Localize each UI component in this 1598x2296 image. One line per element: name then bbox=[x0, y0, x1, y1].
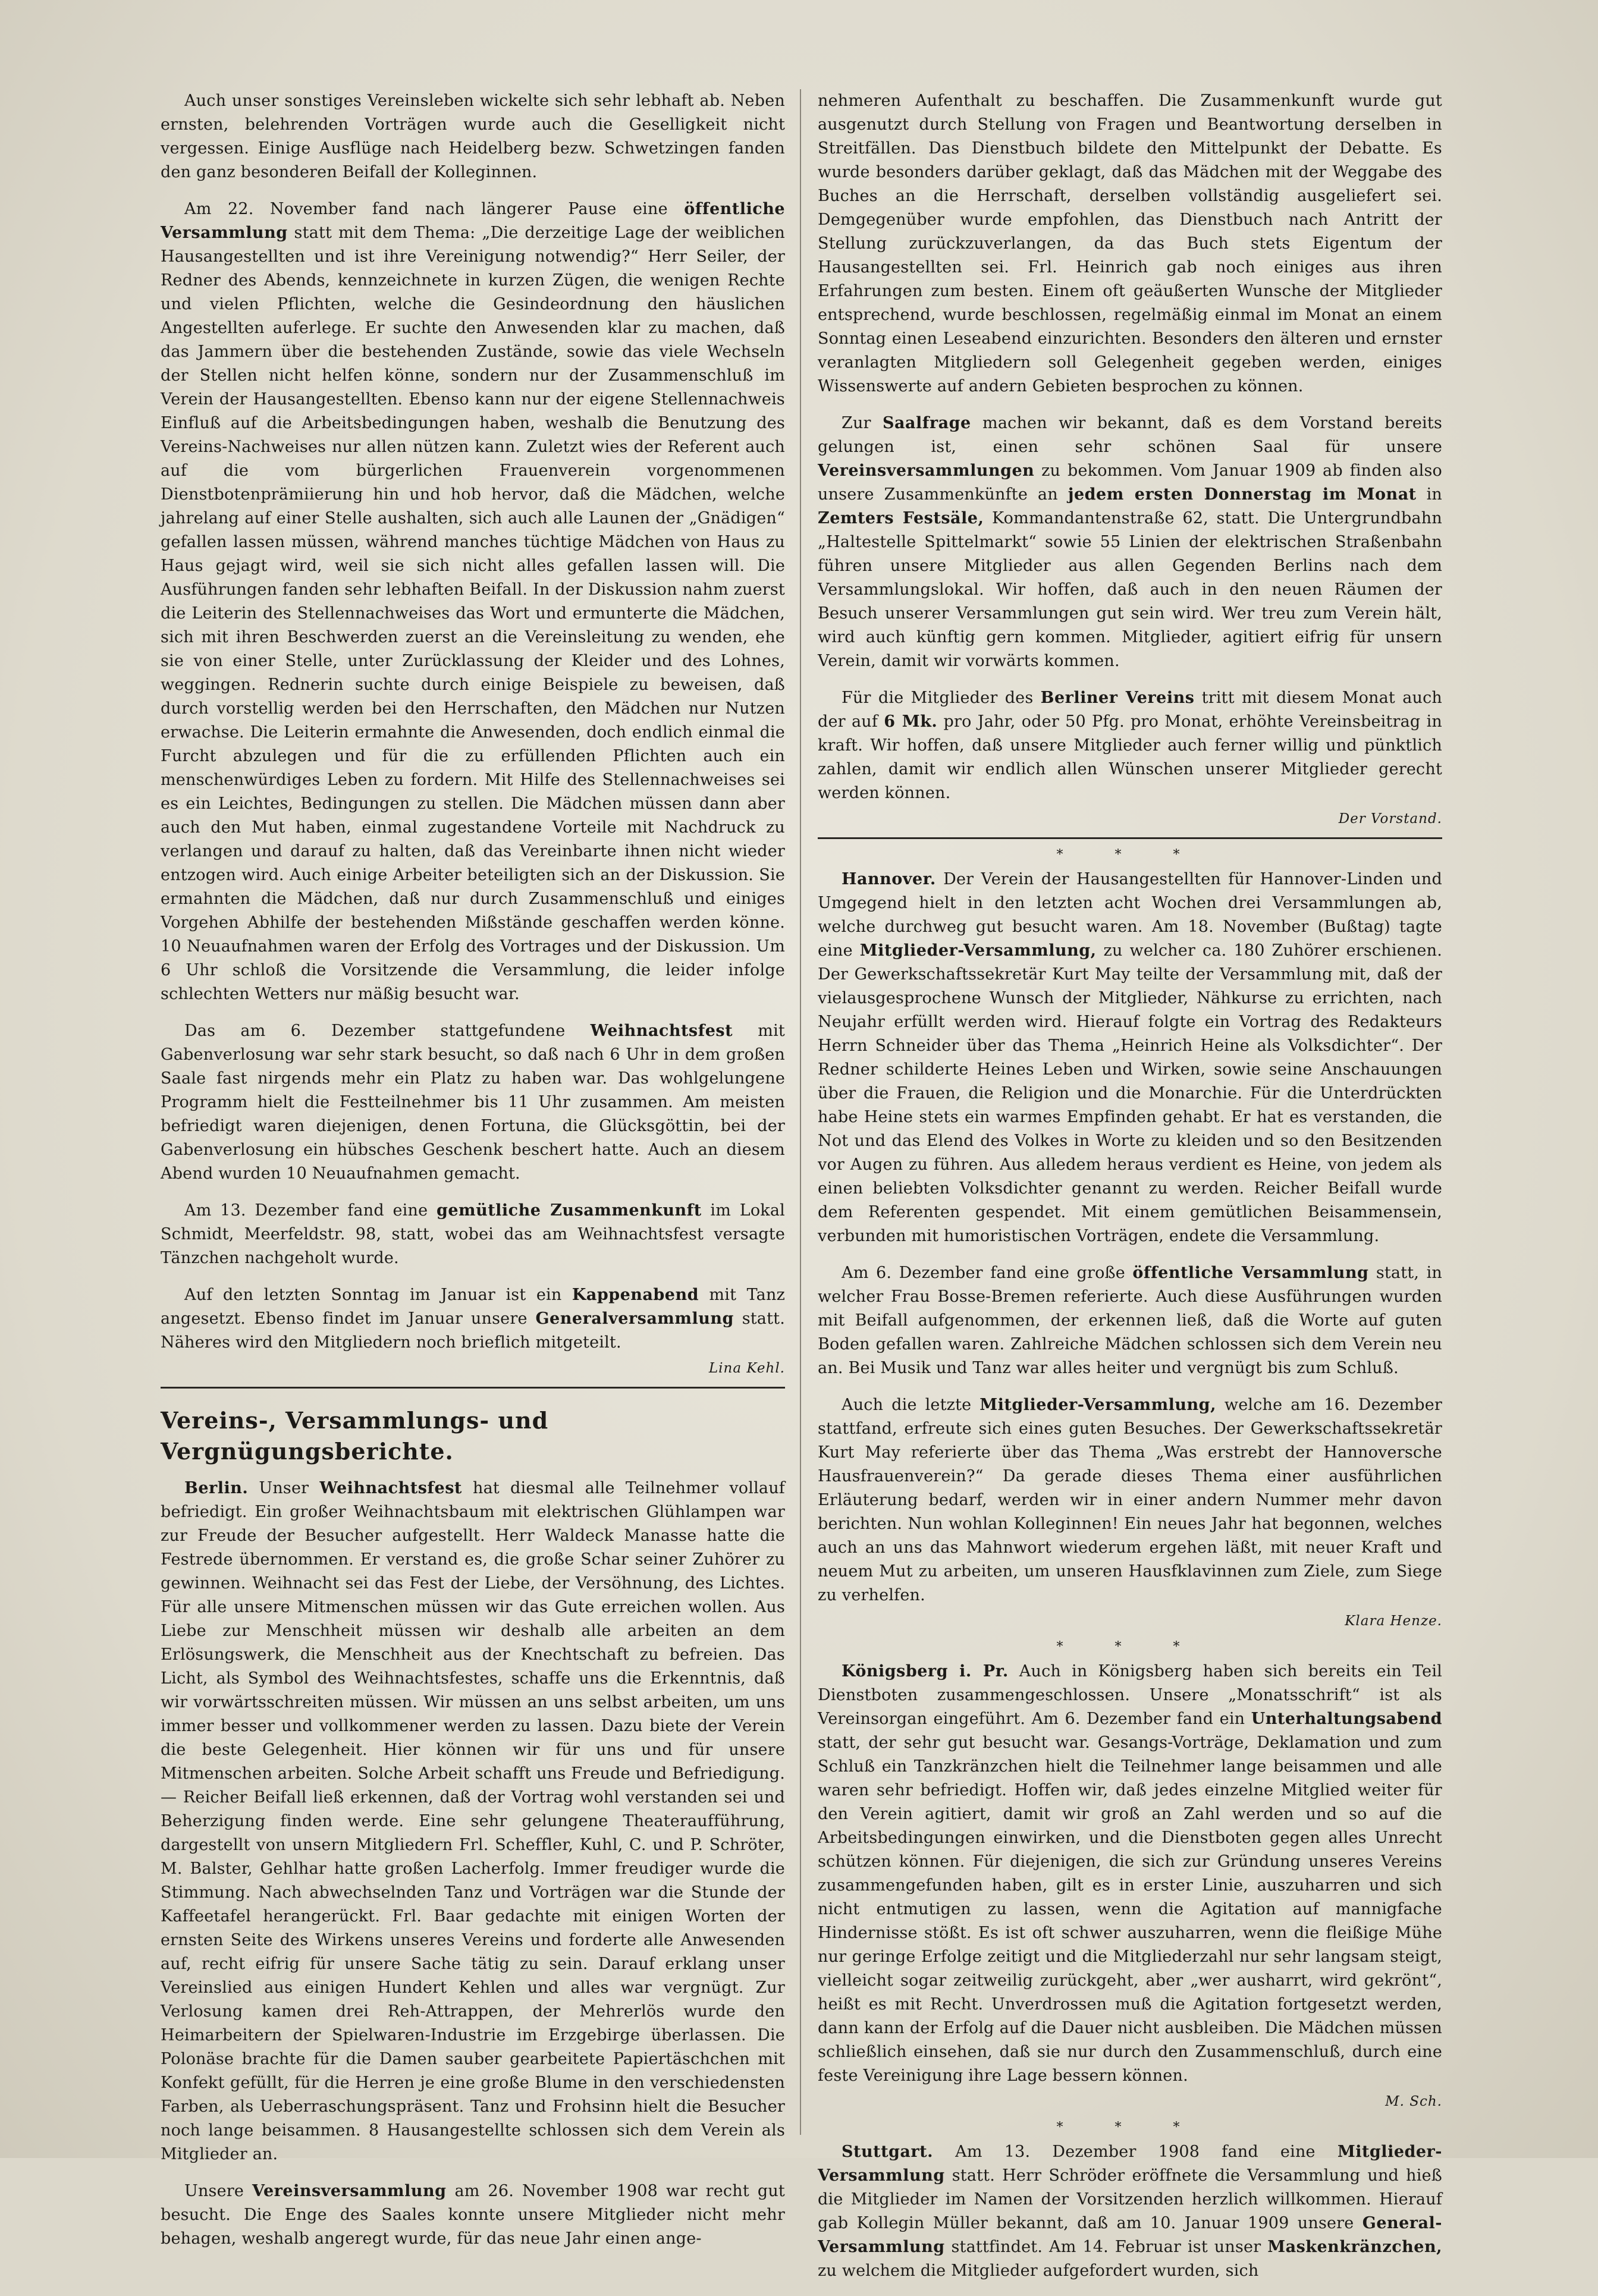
text: Für die Mitglieder des bbox=[842, 689, 1041, 707]
text: machen wir bekannt, daß es dem Vorstand bereits gelungen ist, einen sehr schönen Saal für unsere bbox=[818, 414, 1442, 456]
text: Am 22. November fand nach längerer Pause eine bbox=[184, 200, 685, 218]
paragraph-aufenthalt: nehmeren Aufenthalt zu beschaffen. Die Zusammenkunft wurde gut ausgenutzt durch Stellung von Fragen und Beantwortung derselben in Streitfällen. Das Dienstbuch bildete den Mittelpunkt der Debatte. Es wurde besonders darüber geklagt, daß das Mädchen mit der Weggabe des Buches an die Herrschaft, derselben vollständig ausgeliefert sei. Demgegenüber wurde empfohlen, das Dienstbuch nach Antritt der Stellung zurückzuverlangen, da das Buch stets Eigentum der Hausangestellten sei. Frl. Heinrich gab noch einiges aus ihren Erfahrungen zum besten. Einem oft geäußerten Wunsche der Mitglieder entsprechend, wurde beschlossen, regelmäßig einmal im Monat an einem Sonntag einen Leseabend einzurichten. Besonders den älteren und ernster veranlagten Mitgliedern soll Gelegenheit gegeben werden, einiges Wissenswerte auf andern Gebieten besprochen zu können. bbox=[818, 92, 1442, 395]
paragraph-vereinsleben: Auch unser sonstiges Vereinsleben wickelte sich sehr lebhaft ab. Neben ernsten, belehrenden Vorträgen wurde auch die Geselligkeit nicht vergessen. Einige Ausflüge nach Heidelberg bezw. Schwetzingen fanden den ganz besonderen Beifall der Kolleginnen. bbox=[161, 92, 785, 181]
bold-text: Mitglieder-Versammlung, bbox=[979, 1396, 1216, 1414]
paragraph-kappenabend bbox=[161, 1283, 785, 1355]
text: mit Gabenverlosung war sehr stark besucht, so daß nach 6 Uhr in dem großen Saale fast nirgends mehr ein Platz zu haben war. Das wohlgelungene Programm hielt die Festteilnehmer bis 11 Uhr zusammen. Am meisten befriedigt waren diejenigen, denen Fortuna, die Glücksgöttin, bei der Gabenverlosung ein hübsches Geschenk beschert hatte. Auch an diesem Abend wurden 10 Neuaufnahmen gemacht. bbox=[161, 1022, 785, 1183]
left-column bbox=[161, 89, 785, 2264]
signature-lina-kehl: Lina Kehl. bbox=[708, 1361, 785, 1376]
text: Der Verein der Hausangestellten für Hannover-Linden und Umgegend hielt in den letzten acht Wochen drei Versammlungen ab, welche durchweg gut besucht waren. Am 18. November (Bußtag) tagte eine bbox=[818, 870, 1442, 960]
bold-text: Generalversammlung bbox=[535, 1309, 734, 1328]
bold-text: Mitglieder-Versammlung, bbox=[859, 941, 1097, 960]
section-title: Vereins-, Versammlungs- und Vergnügungsberichte. bbox=[161, 1407, 549, 1465]
section-rule bbox=[161, 1387, 785, 1389]
text: im Lokal Schmidt, Meerfeldstr. 98, statt, wobei das am Weihnachtsfest versagte Tänzchen nachgeholt wurde. bbox=[161, 1201, 786, 1267]
signature-vorstand: Der Vorstand. bbox=[1338, 811, 1442, 827]
text: Am 6. Dezember fand eine große bbox=[842, 1264, 1133, 1282]
bold-text: 6 Mk. bbox=[884, 712, 938, 731]
text: Am 13. Dezember fand eine bbox=[184, 1201, 437, 1220]
text: Unsere bbox=[184, 2182, 253, 2200]
right-column bbox=[818, 89, 1442, 2296]
separator-stars: * * * bbox=[1056, 847, 1204, 862]
text: statt mit dem Thema: „Die derzeitige Lage der weiblichen Hausangestellten und ist ihre Vereinigung notwendig?“ Herr Seiler, der Redner des Abends, kennzeichnete in kurzen Zügen, die wenigen Rechte und vielen Pflichten, welche die Gesindeordnung den häuslichen Angestellten auferlege. Er suchte den Anwesenden klar zu machen, daß das Jammern über die bestehenden Zustände, sowie das viele Wechseln der Stellen nicht helfen könne, sondern nur der Zusammenschluß im Verein der Hausangestellten. Ebenso kann nur der eigene Stellennachweis Einfluß auf die Arbeitsbedingungen haben, weshalb die Benutzung des Vereins-Nachweises nur allen nützen kann. Zuletzt wies der Referent auch auf die vom bürgerlichen Frauenverein vorgenommenen Dienstbotenprämiierung hin und hob hervor, daß die Mädchen, welche jahrelang auf einer Stelle aushalten, sich auch alle Launen der „Gnädigen“ gefallen lassen müssen, während manches tüchtige Mädchen von Haus zu Haus gejagt wird, weil sie sich nicht alles gefallen lassen will. Die Ausführungen fanden sehr lebhaften Beifall. In der Diskussion nahm zuerst die Leiterin des Stellennachweises das Wort und ermunterte die Mädchen, sich mit ihren Beschwerden zuerst an die Vereinsleitung zu wenden, ehe sie von einer Stelle, unter Zurücklassung der Kleider und des Lohnes, weggingen. Rednerin suchte durch einige Beispiele zu beweisen, daß durch vorstellig werden bei den Herrschaften, den Mädchen nur Nutzen erwachse. Die Leiterin ermahnte die Anwesenden, doch endlich einmal die Furcht abzulegen und für die zu erfüllenden Pflichten auch ein menschenwürdiges Leben zu fordern. Mit Hilfe des Stellennachweises sei es ein Leichtes, Bedingungen zu stellen. Die Mädchen müssen dann aber auch den Mut haben, einmal zugestandene Vorteile mit Nachdruck zu verlangen und darauf zu halten, daß das Vereinbarte ihnen nicht wieder entzogen wird. Auch einige Arbeiter beteiligten sich an der Diskussion. Sie ermahnten die Mädchen, daß nur durch Zusammenschluß und einiges Vorgehen Abhilfe der bestehenden Mißstände geschaffen werden könne. 10 Neuaufnahmen waren der Erfolg des Vortrages und der Diskussion. Um 6 Uhr schloß die Vorsitzende die Versammlung, die leider infolge schlechten Wetters nur mäßig besucht war. bbox=[161, 224, 785, 1003]
text: pro Jahr, oder 50 Pfg. pro Monat, erhöhte Vereinsbeitrag in kraft. Wir hoffen, daß unsere Mitglieder auch ferner willig und pünktlich zahlen, damit wir endlich allen Wünschen unserer Mitglieder gerecht werden können. bbox=[818, 712, 1442, 802]
bold-text: Kappenabend bbox=[572, 1286, 699, 1304]
bold-text: Weihnachtsfest bbox=[319, 1479, 462, 1497]
place-heading-stuttgart: Stuttgart. bbox=[842, 2143, 934, 2161]
text: Das am 6. Dezember stattgefundene bbox=[184, 1022, 591, 1040]
text: zu welcher ca. 180 Zuhörer erschienen. Der Gewerkschaftssekretär Kurt May teilte der Versammlung mit, daß der vielausgesprochene Wunsch der Mitglieder, Nähkurse zu errichten, nach Neujahr erfüllt werden wird. Hierauf folgte ein Vortrag des Redakteurs Herrn Schneider über das Thema „Heinrich Heine als Volksdichter“. Der Redner schilderte Heines Leben und Wirken, sowie seine Anschauungen über die Frauen, die Religion und die Monarchie. Für die Unterdrückten habe Heine stets ein warmes Empfinden gehabt. Er hat es verstanden, die Not und das Elend des Volkes in Worte zu kleiden und so den Besitzenden vor Augen zu führen. Aus alledem heraus verdient es Heine, von jedem als einen beliebten Volksdichter genannt zu werden. Reicher Beifall wurde dem Referenten gespendet. Mit einem gemütlichen Beisammensein, verbunden mit humoristischen Vorträgen, endete die Versammlung. bbox=[818, 941, 1442, 1245]
separator-stars: * * * bbox=[1056, 2120, 1204, 2135]
paragraph-saalfrage bbox=[818, 412, 1442, 673]
paragraph-hannover bbox=[818, 868, 1442, 1248]
text: statt, in welcher Frau Bosse-Bremen referierte. Auch diese Ausführungen wurden mit Beifall aufgenommen, der erkennen ließ, daß die Worte auf guten Boden gefallen waren. Zahlreiche Mädchen schlossen sich dem Verein neu an. Bei Musik und Tanz war alles heiter und vergnügt bis zum Schluß. bbox=[818, 1264, 1442, 1377]
text: mit Tanz angesetzt. Ebenso findet im Januar unsere bbox=[161, 1286, 785, 1328]
paragraph-koenigsberg bbox=[818, 1660, 1442, 2088]
bold-text: Vereinsversammlung bbox=[252, 2182, 447, 2200]
bold-text: Berliner Vereins bbox=[1040, 689, 1195, 707]
text: Auch in Königsberg haben sich bereits ein Teil Dienstboten zusammengeschlossen. Unsere „Monatsschrift“ ist als Vereinsorgan eingeführt. Am 6. Dezember fand ein bbox=[818, 1662, 1443, 1728]
text: welche am 16. Dezember stattfand, erfreute sich eines guten Besuches. Der Gewerkschaftssekretär Kurt May referierte über das Thema „Was erstrebt der Hannoversche Hausfrauenverein?“ Da gerade dieses Thema einer ausführlichen Erläuterung bedarf, werden wir in einer andern Nummer mehr davon berichten. Nun wohlan Kolleginnen! Ein neues Jahr hat begonnen, welches auch an uns das Mahnwort wiederum ergehen läßt, mit neuer Kraft und neuem Mut zu arbeiten, um unseren Hausfklavinnen zum Ziele, zum Siege zu verhelfen. bbox=[818, 1396, 1442, 1604]
paragraph-stuttgart bbox=[818, 2140, 1442, 2283]
text: in bbox=[1416, 485, 1442, 504]
column-divider bbox=[800, 89, 801, 2135]
place-heading-hannover: Hannover. bbox=[842, 870, 936, 888]
paragraph-oeffentliche-versammlung bbox=[161, 197, 785, 1006]
paragraph-hannover-dezember bbox=[818, 1261, 1442, 1380]
bold-text: Vereinsversammlungen bbox=[818, 461, 1035, 480]
text: statt. Näheres wird den Mitgliedern noch brieflich mitgeteilt. bbox=[161, 1309, 785, 1352]
text: hat diesmal alle Teilnehmer vollauf befriedigt. Ein großer Weihnachtsbaum mit elektrischen Glühlampen war zur Freude der Besucher aufgestellt. Herr Waldeck Manasse hatte die Festrede übernommen. Er verstand es, die große Schar seiner Zuhörer zu gewinnen. Weihnacht sei das Fest der Liebe, der Versöhnung, des Lichtes. Für alle unsere Mitmenschen müssen wir das Gute erreichen wollen. Aus Liebe zur Menschheit müssen wir deshalb alle arbeiten an dem Erlösungswerk, die Menschheit aus der Knechtschaft zu befreien. Das Licht, als Symbol des Weihnachtsfestes, schaffe uns die Erkenntnis, daß wir vorwärtsschreiten müssen. Wir müssen an uns selbst arbeiten, um uns immer besser und vollkommener werden zu lassen. Dazu biete der Verein die beste Gelegenheit. Hier können wir für uns und für unsere Mitmenschen arbeiten. Solche Arbeit schafft uns Freude und Befriedigung. — Reicher Beifall ließ erkennen, daß der Vortrag wohl verstanden sei und Beherzigung finden werde. Eine sehr gelungene Theateraufführung, dargestellt von unsern Mitgliedern Frl. Scheffler, Kuhl, C. und P. Schröter, M. Balster, Gehlhar hatte großen Lacherfolg. Immer freudiger wurde die Stimmung. Nach abwechselnden Tanz und Vorträgen war die Stunde der Kaffeetafel herangerückt. Frl. Baar gedachte mit einigen Worten der ernsten Seite des Wirkens unseres Vereins und forderte alle Anwesenden auf, recht eifrig für unsere Sache tätig zu sein. Darauf erklang unser Vereinslied aus einigen Hundert Kehlen und alles war vergnügt. Zur Verlosung kamen drei Reh-Attrappen, der Mehrerlös wurde den Heimarbeitern der Spielwaren-Industrie im Erzgebirge überlassen. Die Polonäse brachte für die Damen sauber gearbeitete Papiertäschchen mit Konfekt gefüllt, für die Herren je eine große Blume in den verschiedensten Farben, als Ueberraschungspräsent. Tanz und Frohsinn hielt die Besucher noch lange beisammen. 8 Hausangestellte schlossen sich dem Verein als Mitglieder an. bbox=[161, 1479, 785, 2163]
bold-text: Saalfrage bbox=[883, 414, 971, 432]
text: Am 13. Dezember 1908 fand eine bbox=[933, 2143, 1338, 2161]
place-heading-koenigsberg: Königsberg i. Pr. bbox=[842, 1662, 1009, 1681]
bold-text: Mitglieder-Versammlung bbox=[818, 2143, 1442, 2185]
paragraph-berlin bbox=[161, 1477, 785, 2166]
signature-klara-henze: Klara Henze. bbox=[1345, 1613, 1442, 1629]
text: am 26. November 1908 war recht gut besucht. Die Enge des Saales konnte unsere Mitglieder nicht mehr behagen, weshalb angeregt wurde, für das neue Jahr einen ange- bbox=[161, 2182, 785, 2248]
paragraph-beitrag bbox=[818, 686, 1442, 805]
paragraph-hannover-letzte bbox=[818, 1393, 1442, 1607]
separator-stars: * * * bbox=[1056, 1639, 1204, 1654]
text: Kommandantenstraße 62, statt. Die Untergrundbahn „Haltestelle Spittelmarkt“ sowie 55 Linien der elektrischen Straßenbahn führen unsere Mitglieder aus allen Gegenden Berlins nach dem Versammlungslokal. Wir hoffen, daß auch in den neuen Räumen der Besuch unserer Versammlungen gut sein wird. Wer treu zum Verein hält, wird auch künftig gern kommen. Mitglieder, agitiert eifrig für unsern Verein, damit wir vorwärts kommen. bbox=[818, 509, 1442, 670]
bold-text: Maskenkränzchen, bbox=[1267, 2238, 1442, 2256]
text: Zur bbox=[842, 414, 883, 432]
text: zu welchem die Mitglieder aufgefordert wurden, sich bbox=[818, 2262, 1259, 2280]
text: statt, der sehr gut besucht war. Gesangs-Vorträge, Deklamation und zum Schluß ein Tanzkränzchen hielt die Teilnehmer lange beisammen und alle waren sehr befriedigt. Hoffen wir, daß jedes einzelne Mitglied weiter für den Verein agitiert, damit wir groß an Zahl werden und so auf die Arbeitsbedingungen einwirken, und die Dienstboten gegen alles Unrecht schützen können. Für diejenigen, die sich zur Gründung unseres Vereins zusammengefunden haben, gilt es in erster Linie, auszuharren und sich nicht entmutigen zu lassen, wenn die Agitation auf mannigfache Hindernisse stößt. Es ist oft schwer auszuharren, wenn die fleißige Mühe nur geringe Erfolge zeitigt und die Mitgliederzahl nur sehr langsam steigt, vielleicht sogar zeitweilig zurückgeht, aber „wer ausharrt, wird gekrönt“, heißt es mit Recht. Unverdrossen muß die Agitation fortgesetzt werden, dann kann der Erfolg auf die Dauer nicht ausbleiben. Die Mädchen müssen schließlich einsehen, daß sie nur durch den Zusammenschluß, durch eine feste Vereinigung ihre Lage bessern können. bbox=[818, 1733, 1442, 2085]
paragraph-vereinsversammlung bbox=[161, 2179, 785, 2251]
bold-text: gemütliche Zusammenkunft bbox=[436, 1201, 702, 1220]
text: statt. Herr Schröder eröffnete die Versammlung und hieß die Mitglieder im Namen der Vorsitzenden herzlich willkommen. Hierauf gab Kollegin Müller bekannt, daß am 10. Januar 1909 unsere bbox=[818, 2166, 1442, 2232]
bold-text: Weihnachtsfest bbox=[590, 1022, 733, 1040]
bold-text: öffentliche Versammlung bbox=[161, 200, 785, 242]
text: Auch die letzte bbox=[842, 1396, 980, 1414]
bold-text: Unterhaltungsabend bbox=[1251, 1710, 1442, 1728]
paragraph-zusammenkunft bbox=[161, 1199, 785, 1270]
bold-text: jedem ersten Donnerstag im Monat bbox=[1068, 485, 1417, 504]
bold-text: General-Versammlung bbox=[818, 2214, 1442, 2256]
paragraph-weihnachtsfest bbox=[161, 1019, 785, 1186]
text: stattfindet. Am 14. Februar ist unser bbox=[944, 2238, 1268, 2256]
text: Unser bbox=[248, 1479, 320, 1497]
text: tritt mit diesem Monat auch der auf bbox=[818, 689, 1443, 731]
section-rule bbox=[818, 837, 1442, 839]
signature-m-sch: M. Sch. bbox=[1385, 2094, 1442, 2109]
place-heading-berlin: Berlin. bbox=[184, 1479, 249, 1497]
text: zu bekommen. Vom Januar 1909 ab finden also unsere Zusammenkünfte an bbox=[818, 461, 1442, 504]
bold-text: Zemters Festsäle, bbox=[818, 509, 984, 527]
bold-text: öffentliche Versammlung bbox=[1132, 1264, 1369, 1282]
text: Auf den letzten Sonntag im Januar ist ein bbox=[184, 1286, 572, 1304]
